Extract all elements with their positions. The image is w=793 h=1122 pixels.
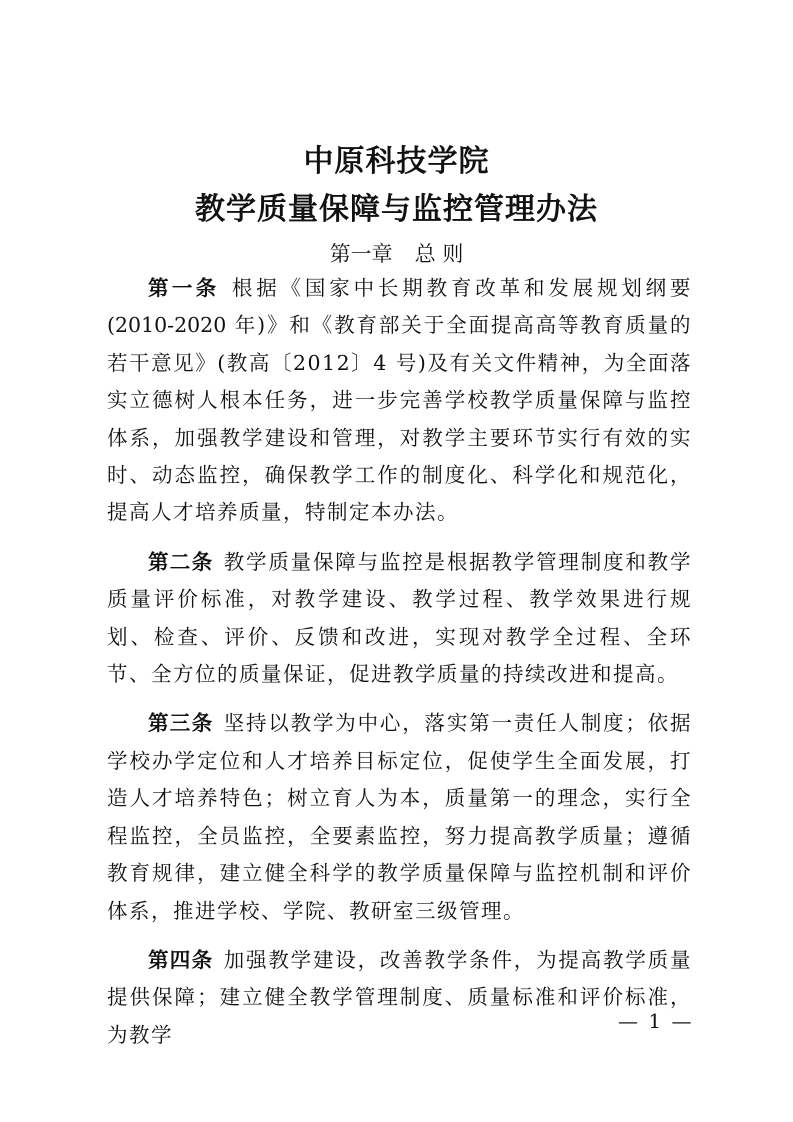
- chapter-heading: [0, 238, 793, 270]
- article-text: 坚持以教学为中心，落实第一责任人制度；依据学校办学定位和人才培养目标定位，促使学生全面发展，打造人才培养特色；树立育人为本，质量第一的理念，实行全程监控，全员监控，全要素监控，努力提高教学质量；遵循教育规律，建立健全科学的教学质量保障与监控机制和评价体系，推进学校、学院、教研室三级管理。: [107, 711, 692, 923]
- article-1: [107, 270, 692, 532]
- article-label: 第三条: [148, 711, 214, 736]
- article-2: [107, 544, 692, 694]
- article-3: [107, 705, 692, 929]
- article-label: 第二条: [148, 549, 214, 574]
- article-4: [107, 942, 692, 1054]
- article-text-latin: (2010-2020: [107, 313, 227, 338]
- document-title-line2: 教学质量保障与监控管理办法: [195, 192, 598, 227]
- article-label: 第一条: [148, 276, 220, 300]
- article-label: 第四条: [148, 947, 214, 972]
- article-text: 根据《国家中长期教育改革和发展规划纲要: [229, 276, 693, 300]
- article-text: 教学质量保障与监控是根据教学管理制度和教学质量评价标准，对教学建设、教学过程、教学效果进行规划、检查、评价、反馈和改进，实现对教学全过程、全环节、全方位的质量保证，促进教学质量的持续改进和提高。: [107, 549, 692, 687]
- article-text-cont: 年)》和《教育部关于全面提高高等教育质量的若干意见》(教高〔2012〕4 号)及有关文件精神，为全面落实立德树人根本任务，进一步完善学校教学质量保障与监控体系，加强教学建设和管理，对教学主要环节实行有效的实时、动态监控，确保教学工作的制度化、科学化和规范化，提高人才培养质量，特制定本办法。: [107, 313, 692, 525]
- chapter-title: 总 则: [414, 242, 464, 266]
- chapter-number: 第一章: [329, 242, 393, 266]
- document-body: [107, 270, 692, 1066]
- page-number: — 1 —: [618, 1009, 694, 1033]
- document-title-line1: 中原科技学院: [303, 144, 490, 179]
- article-text: 加强教学建设，改善教学条件，为提高教学质量提供保障；建立健全教学管理制度、质量标准和评价标准，为教学: [107, 947, 692, 1047]
